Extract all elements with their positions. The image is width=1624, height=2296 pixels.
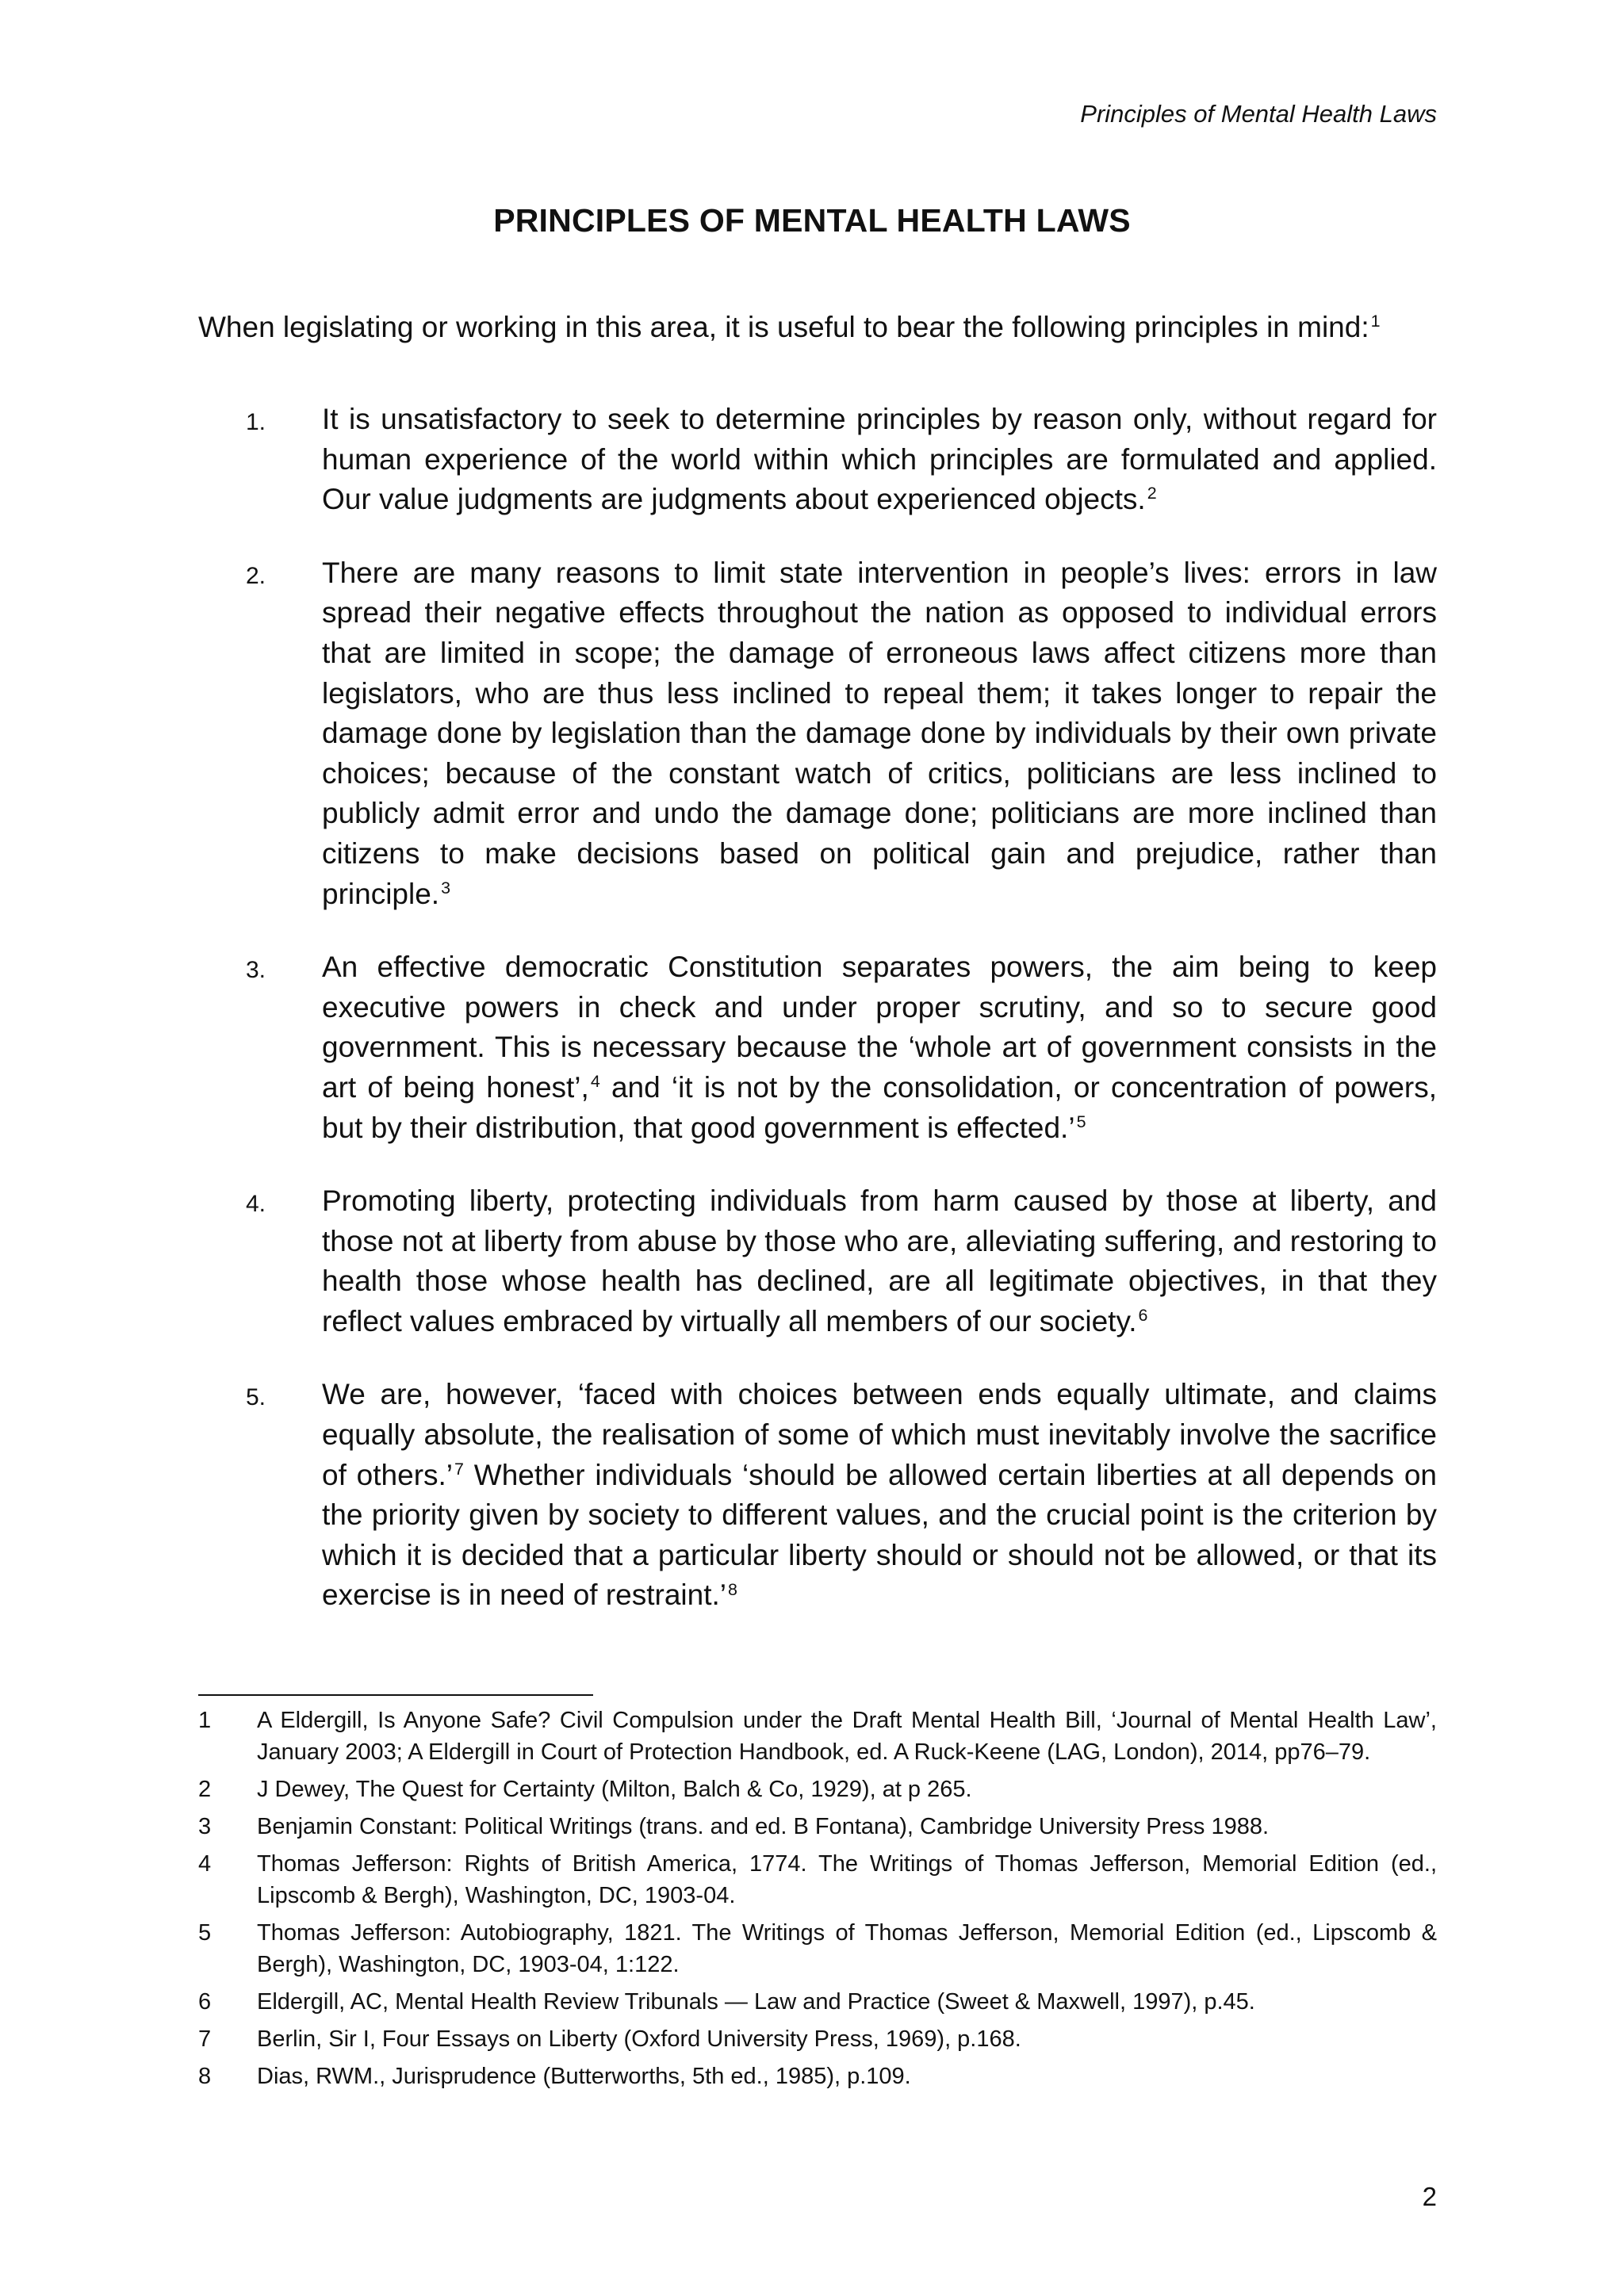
principle-text [322,557,1437,910]
principle-text [322,951,1437,1143]
footnote-separator [198,1694,593,1696]
principle-item [198,400,1437,520]
footnotes-list [198,1705,1437,2098]
footnote-item [198,2061,1437,2092]
footnote-item [198,1986,1437,2018]
footnote-ref: 8 [728,1579,737,1599]
footnote-number: 2 [198,1777,212,1802]
principle-text-segment: We are, however, ‘faced with choices between ends equally ultimate, and claims equally absolute, the realisation of some of which must inevitably involve the sacrifice of others.’ [322,1378,1437,1491]
principle-item [198,1181,1437,1341]
footnote-item [198,1811,1437,1843]
footnote-ref: 7 [454,1459,464,1479]
footnote-item [198,1774,1437,1805]
principle-text [322,1378,1437,1611]
footnote-ref: 6 [1138,1306,1148,1325]
running-header: Principles of Mental Health Laws [1080,100,1437,128]
footnote-ref: 5 [1076,1112,1086,1131]
principle-item [198,553,1437,914]
footnote-number: 4 [198,1851,212,1877]
page-title: PRINCIPLES OF MENTAL HEALTH LAWS [493,202,1131,239]
intro-text: When legislating or working in this area, it is useful to bear the following principles in mind: [198,311,1369,343]
footnote-number: 7 [198,2026,212,2052]
footnote-number: 3 [198,1814,212,1839]
footnote-ref: 4 [590,1072,600,1092]
principle-number: 3. [246,957,266,984]
principle-text-segment: Whether individuals ‘should be allowed certain liberties at all depends on the priority given by society to different values, and the crucial point is the criterion by which it is decided that a particular liberty should or should not be allowed, or that its exercise is in need of restraint.’ [322,1458,1437,1612]
footnote-text: Berlin, Sir I, Four Essays on Liberty (Oxford University Press, 1969), p.168. [257,2026,1021,2052]
footnote-item [198,2023,1437,2055]
principle-number: 4. [246,1191,266,1218]
principle-text-segment: Promoting liberty, protecting individuals from harm caused by those at liberty, and those not at liberty from abuse by those who are, alleviating suffering, and restoring to health those whose health has declined, are all legitimate objectives, in that they reflect values embraced by virtually all members of our society. [322,1184,1437,1337]
principle-number: 5. [246,1384,266,1411]
footnote-ref: 2 [1147,484,1157,503]
footnote-ref: 3 [441,878,451,897]
footnote-text: Eldergill, AC, Mental Health Review Tribunals — Law and Practice (Sweet & Maxwell, 1997), p.45. [257,1989,1255,2015]
footnote-item [198,1848,1437,1911]
footnote-text: J Dewey, The Quest for Certainty (Milton, Balch & Co, 1929), at p 265. [257,1777,972,1802]
intro-paragraph [198,308,1437,347]
principle-number: 1. [246,409,266,435]
footnote-text: Benjamin Constant: Political Writings (trans. and ed. B Fontana), Cambridge University Press 1988. [257,1814,1270,1839]
principle-text-segment: An effective democratic Constitution separates powers, the aim being to keep executive powers in check and under proper scrutiny, and so to secure good government. This is necessary because the ‘whole art of government consists in the art of being honest’, [322,951,1437,1104]
footnote-item [198,1917,1437,1980]
footnote-number: 6 [198,1989,212,2015]
principle-text [322,1184,1437,1337]
principle-text [322,403,1437,515]
footnote-number: 1 [198,1708,212,1733]
footnote-text: Thomas Jefferson: Autobiography, 1821. The Writings of Thomas Jefferson, Memorial Edition (ed., Lipscomb & Bergh), Washington, DC, 1903-04, 1:122. [257,1920,1437,1977]
footnote-item [198,1705,1437,1768]
principles-list [198,400,1437,1649]
principle-text-segment: and ‘it is not by the consolidation, or concentration of powers, but by their distribution, that good government is effected.’ [322,1070,1437,1144]
principle-text-segment: It is unsatisfactory to seek to determine principles by reason only, without regard for human experience of the world within which principles are formulated and applied. Our value judgments are judgments about experienced objects. [322,403,1437,516]
page-number: 2 [1422,2182,1437,2211]
footnote-number: 5 [198,1920,212,1946]
footnote-text: Thomas Jefferson: Rights of British America, 1774. The Writings of Thomas Jefferson, Memorial Edition (ed., Lipscomb & Bergh), Washington, DC, 1903-04. [257,1851,1437,1908]
footnote-text: A Eldergill, Is Anyone Safe? Civil Compulsion under the Draft Mental Health Bill, ‘Journal of Mental Health Law’, January 2003; A Eldergill in Court of Protection Handbook, ed. A Ruck-Keene (LAG, London), 2014, pp76–79. [257,1708,1437,1765]
principle-text-segment: There are many reasons to limit state intervention in people’s lives: errors in law spread their negative effects throughout the nation as opposed to individual errors that are limited in scope; the damage of erroneous laws affect citizens more than legislators, who are thus less inclined to repeal them; it takes longer to repair the damage done by legislation than the damage done by individuals by their own private choices; because of the constant watch of critics, politicians are less inclined to publicly admit error and undo the damage done; politicians are more inclined than citizens to make decisions based on political gain and prejudice, rather than principle. [322,556,1437,910]
footnote-ref: 1 [1370,312,1381,331]
principle-item [198,1375,1437,1616]
principle-number: 2. [246,562,266,589]
footnote-text: Dias, RWM., Jurisprudence (Butterworths, 5th ed., 1985), p.109. [257,2064,911,2089]
principle-item [198,947,1437,1148]
footnote-number: 8 [198,2064,212,2089]
